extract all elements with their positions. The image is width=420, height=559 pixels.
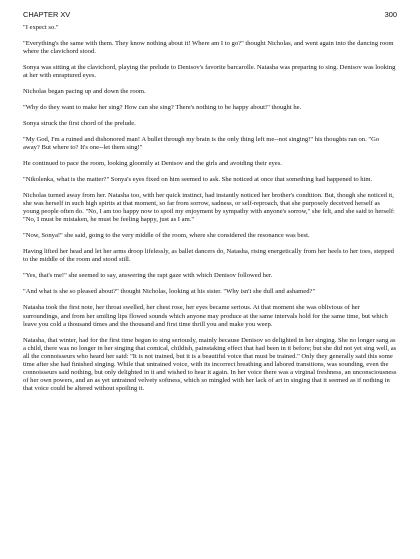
- paragraph: Having lifted her head and let her arms droop lifelessly, as ballet dancers do, Natasha, rising energetically from her heels to her toes, stepped to the middle of the room and stood still.: [23, 248, 394, 264]
- paragraph: "Nikolenka, what is the matter?" Sonya's eyes fixed on him seemed to ask. She noticed at once that something had happened to him.: [23, 176, 373, 184]
- paragraph: Natasha, that winter, had for the first time begun to sing seriously, mainly because Denisov so delighted in her singing. She no longer sang as a child, there was no longer in her singing that comical, childish, painstaking effect that had been in it before; but she did not yet sing well, as all the connoisseurs who heard her said: "It is not trained, but it is a beautiful voice that must be trained." Only they generally said this some time after she had finished singing. While that untrained voice, with its incorrect breathing and labored transitions, was sounding, even the connoisseurs said nothing, but only delighted in it and wished to hear it again. In her voice there was a virginal freshness, an unconsciousness of her own powers, and an as yet untrained velvety softness, which so mingled with her lack of art in singing that it seemed as if nothing in that voice could be altered without spoiling it.: [23, 336, 397, 393]
- paragraph: "And what is she so pleased about?" thought Nicholas, looking at his sister. "Why isn't she dull and ashamed?": [23, 288, 316, 296]
- paragraph: "Everything's the same with them. They know nothing about it! Where am I to go?" thought Nicholas, and went again into the dancing room where the clavichord stood.: [23, 39, 394, 56]
- paragraph: "Why do they want to make her sing? How can she sing? There's nothing to be happy about!" thought he.: [23, 104, 302, 112]
- paragraph: He continued to pace the room, looking gloomily at Denisov and the girls and avoiding their eyes.: [23, 160, 282, 168]
- paragraph: "Now, Sonya!" she said, going to the very middle of the room, where she considered the resonance was best.: [23, 232, 310, 240]
- paragraph: Nicholas began pacing up and down the room.: [23, 88, 146, 96]
- paragraph: Sonya was sitting at the clavichord, playing the prelude to Denisov's favorite barcarolle. Natasha was preparing to sing. Denisov was looking at her with enraptured eyes.: [23, 64, 396, 80]
- paragraph: "My God, I'm a ruined and dishonored man! A bullet through my brain is the only thing left me--not singing!" his thoughts ran on. "Go away? But where to? It's one--let them sing!": [23, 136, 380, 152]
- page-number: 300: [384, 10, 397, 19]
- paragraph: Natasha took the first note, her throat swelled, her chest rose, her eyes became serious. At that moment she was oblivious of her surroundings, and from her smiling lips flowed sounds which anyone may produce at the same intervals hold for the same time, but which leave you cold a thousand times and the thousand and first time thrill you and make you weep.: [23, 304, 388, 328]
- paragraph: Nicholas turned away from her. Natasha too, with her quick instinct, had instantly noticed her brother's condition. But, though she noticed it, she was herself in such high spirits at that moment, so far from sorrow, sadness, or self-reproach, that she purposely deceived herself as young people often do. "No, I am too happy now to spoil my enjoyment by sympathy with anyone's sorrow," she felt, and she said to herself: "No, I must be mistaken, he must be feeling happy, just as I am.": [23, 192, 395, 224]
- body-text: [23, 24, 397, 393]
- page-header: [23, 10, 397, 19]
- paragraph: "I expect so.": [23, 24, 59, 31]
- paragraph: Sonya struck the first chord of the prelude.: [23, 120, 136, 128]
- chapter-title: CHAPTER XV: [23, 10, 71, 19]
- paragraph: "Yes, that's me!" she seemed to say, answering the rapt gaze with which Denisov followed her.: [23, 272, 273, 280]
